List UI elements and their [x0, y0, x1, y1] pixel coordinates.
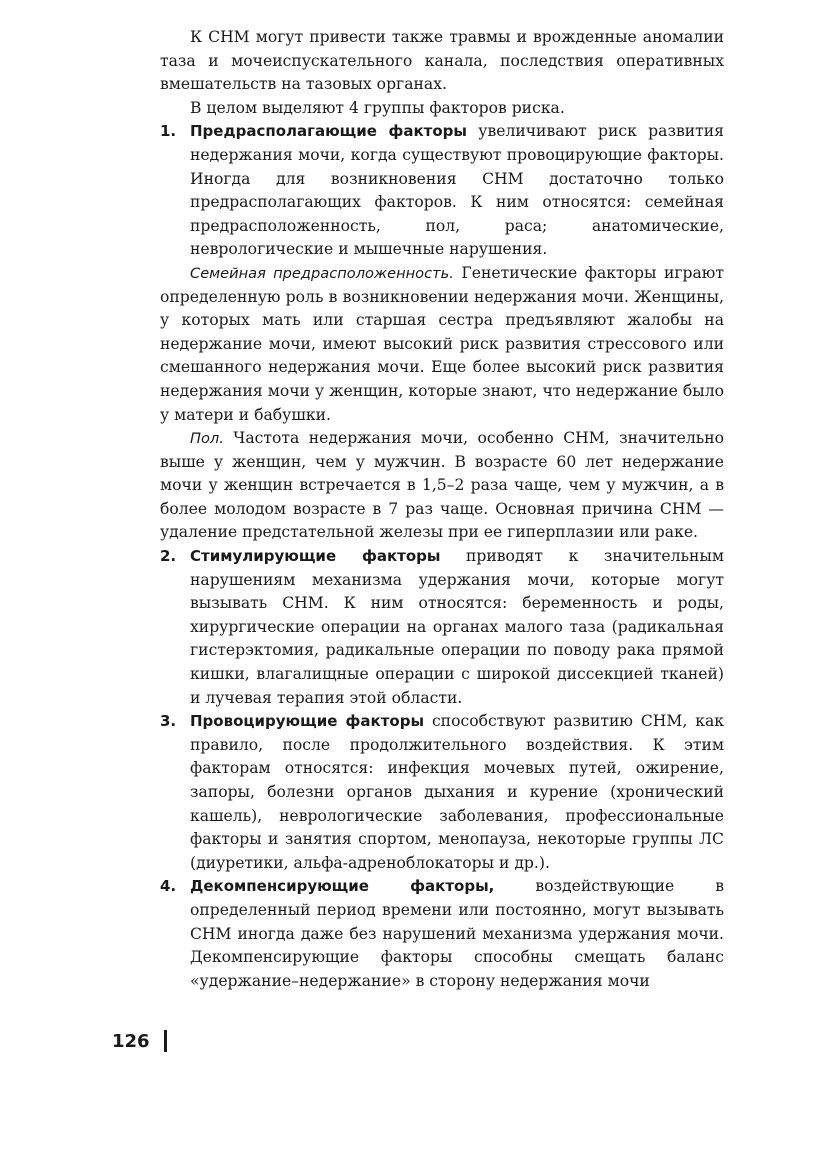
subsection-text: Частота недержания мочи, особенно СНМ, значительно выше у женщин, чем у мужчин. В возрасте 60 лет недержание мочи у женщин встречается в 1,5–2 раза чаще, чем у мужчин, а в более молодом возрасте в 7 раз чаще. Основная причина СНМ — удаление предстательной железы при ее гиперплазии или раке. [160, 429, 724, 542]
list-number: 3. [160, 712, 177, 731]
risk-factor-list [160, 120, 724, 262]
list-item [160, 545, 724, 710]
list-item-text: приводят к значительным нарушениям механизма удержания мочи, которые могут вызывать СНМ. К ним относятся: беременность и роды, хирургические операции на органах малого таза (радикальная гистерэктомия, радикальные операции по поводу рака прямой кишки, влагалищные операции с широкой диссекцией тканей) и лучевая терапия этой области. [190, 547, 724, 707]
paragraph-risk-groups: В целом выделяют 4 группы факторов риска. [190, 98, 565, 117]
list-number: 2. [160, 547, 177, 566]
list-item [160, 710, 724, 875]
paragraph-family [160, 262, 724, 427]
subsection-term: Семейная предрасположенность. [190, 264, 454, 282]
footer-divider [164, 1030, 167, 1052]
list-item [160, 120, 724, 262]
list-item-text: воздействующие в определенный период времени или постоянно, могут вызывать СНМ иногда даже без нарушений механизма удержания мочи. Декомпенсирующие факторы способны смещать баланс «удержание–недержание» в сторону недержания мочи [190, 877, 724, 990]
body-text [160, 26, 724, 993]
subsection-text: Генетические факторы играют определенную роль в возникновении недержания мочи. Женщины, у которых мать или старшая сестра предъявляют жалобы на недержание мочи, имеют высокий риск развития стрессового или смешанного недержания мочи. Еще более высокий риск развития недержания мочи у женщин, которые знают, что недержание было у матери и бабушки. [160, 263, 724, 424]
list-item-title: Декомпенсирующие факторы, [190, 877, 495, 896]
paragraph-sex [160, 427, 724, 545]
list-number: 4. [160, 877, 177, 896]
list-item-text: увеличивают риск развития недержания мочи, когда существуют провоцирующие факторы. Иногда для возникновения СНМ достаточно только предрасполагающих факторов. К ним относятся: семейная предрасположенность, пол, раса; анатомические, неврологические и мышечные нарушения. [190, 122, 724, 259]
page-number: 126 [112, 1030, 150, 1052]
risk-factor-list-continued [160, 545, 724, 993]
list-item-title: Предрасполагающие факторы [190, 122, 467, 141]
paragraph-intro: К СНМ могут привести также травмы и врожденные аномалии таза и мочеиспускательного канала, последствия оперативных вмешательств на тазовых органах. [160, 28, 724, 94]
list-item-title: Провоцирующие факторы [190, 712, 425, 731]
list-item [160, 875, 724, 993]
page-footer [112, 1030, 167, 1052]
list-number: 1. [160, 122, 177, 141]
list-item-text: способствуют развитию СНМ, как правило, после продолжительного воздействия. К этим факторам относятся: инфекция мочевых путей, ожирение, запоры, болезни органов дыхания и курение (хронический кашель), неврологические заболевания, профессиональные факторы и занятия спортом, менопауза, некоторые группы ЛС (диуретики, альфа-адреноблокаторы и др.). [190, 712, 724, 872]
list-item-title: Стимулирующие факторы [190, 547, 441, 566]
subsection-term: Пол. [190, 430, 224, 448]
